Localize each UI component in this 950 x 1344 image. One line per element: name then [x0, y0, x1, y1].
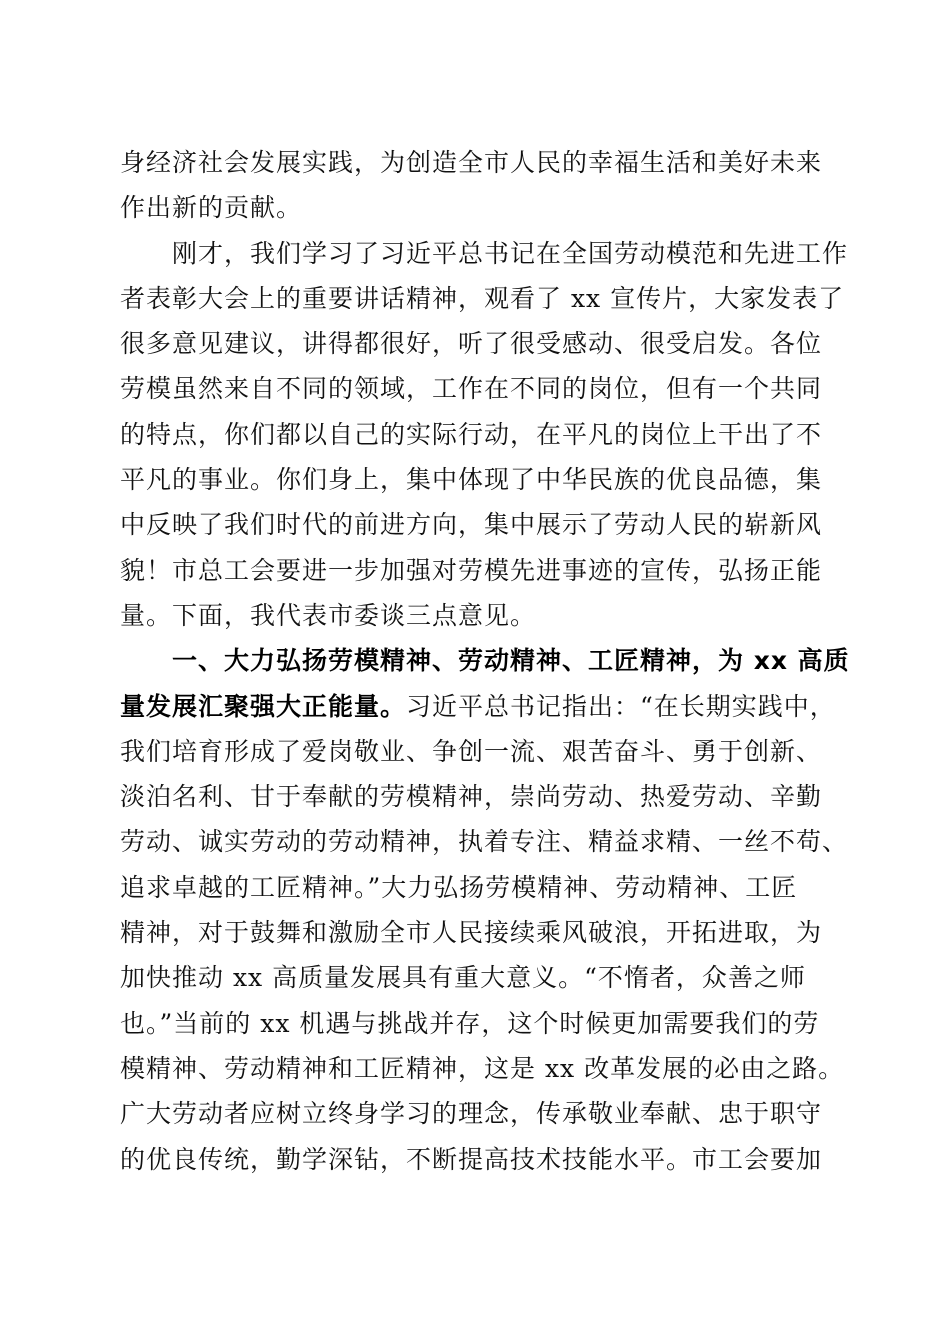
- heading-continuation-line: [120, 684, 840, 729]
- section-heading-tail: 量发展汇聚强大正能量。: [120, 691, 407, 721]
- text-line: 淡泊名利、甘于奉献的劳模精神，崇尚劳动、热爱劳动、辛勤: [120, 782, 823, 812]
- text-line: 身经济社会发展实践，为创造全市人民的幸福生活和美好未来: [120, 148, 823, 177]
- text-line: 作出新的贡献。: [120, 193, 303, 223]
- paragraph-start-line: 刚才，我们学习了习近平总书记在全国劳动模范和先进工作: [172, 238, 849, 268]
- quote-intro: 习近平总书记指出：“在长期实践中，: [406, 691, 836, 721]
- text-line: 量。下面，我代表市委谈三点意见。: [120, 600, 537, 630]
- text-line: 劳模虽然来自不同的领域，工作在不同的岗位，但有一个共同: [120, 374, 823, 404]
- text-line: 加快推动 xx 高质量发展具有重大意义。“不惰者，众善之师: [120, 963, 806, 993]
- text-line: 很多意见建议，讲得都很好，听了很受感动、很受启发。各位: [120, 329, 823, 359]
- text-line: 我们培育形成了爱岗敬业、争创一流、艰苦奋斗、勇于创新、: [120, 736, 823, 766]
- section-heading: 一、大力弘扬劳模精神、劳动精神、工匠精神，为 xx 高质: [172, 646, 850, 676]
- text-line: 中反映了我们时代的前进方向，集中展示了劳动人民的崭新风: [120, 510, 823, 540]
- document-body: [120, 140, 850, 1182]
- text-line: 者表彰大会上的重要讲话精神，观看了 xx 宣传片，大家发表了: [120, 283, 845, 313]
- text-line: 也。”当前的 xx 机遇与挑战并存，这个时候更加需要我们的劳: [120, 1008, 820, 1038]
- text-line: 的优良传统，勤学深钻，不断提高技术技能水平。市工会要加: [120, 1144, 823, 1174]
- text-line: 广大劳动者应树立终身学习的理念，传承敬业奉献、忠于职守: [120, 1099, 823, 1129]
- text-line: 平凡的事业。你们身上，集中体现了中华民族的优良品德，集: [120, 465, 823, 495]
- text-line: 追求卓越的工匠精神。”大力弘扬劳模精神、劳动精神、工匠: [120, 872, 798, 902]
- text-line: 精神，对于鼓舞和激励全市人民接续乘风破浪，开拓进取，为: [120, 918, 823, 948]
- text-line: 模精神、劳动精神和工匠精神，这是 xx 改革发展的必由之路。: [120, 1053, 845, 1083]
- text-line: 貌！市总工会要进一步加强对劳模先进事迹的宣传，弘扬正能: [120, 555, 823, 585]
- text-line: 劳动、诚实劳动的劳动精神，执着专注、精益求精、一丝不苟、: [120, 827, 849, 857]
- text-line: 的特点，你们都以自己的实际行动，在平凡的岗位上干出了不: [120, 419, 823, 449]
